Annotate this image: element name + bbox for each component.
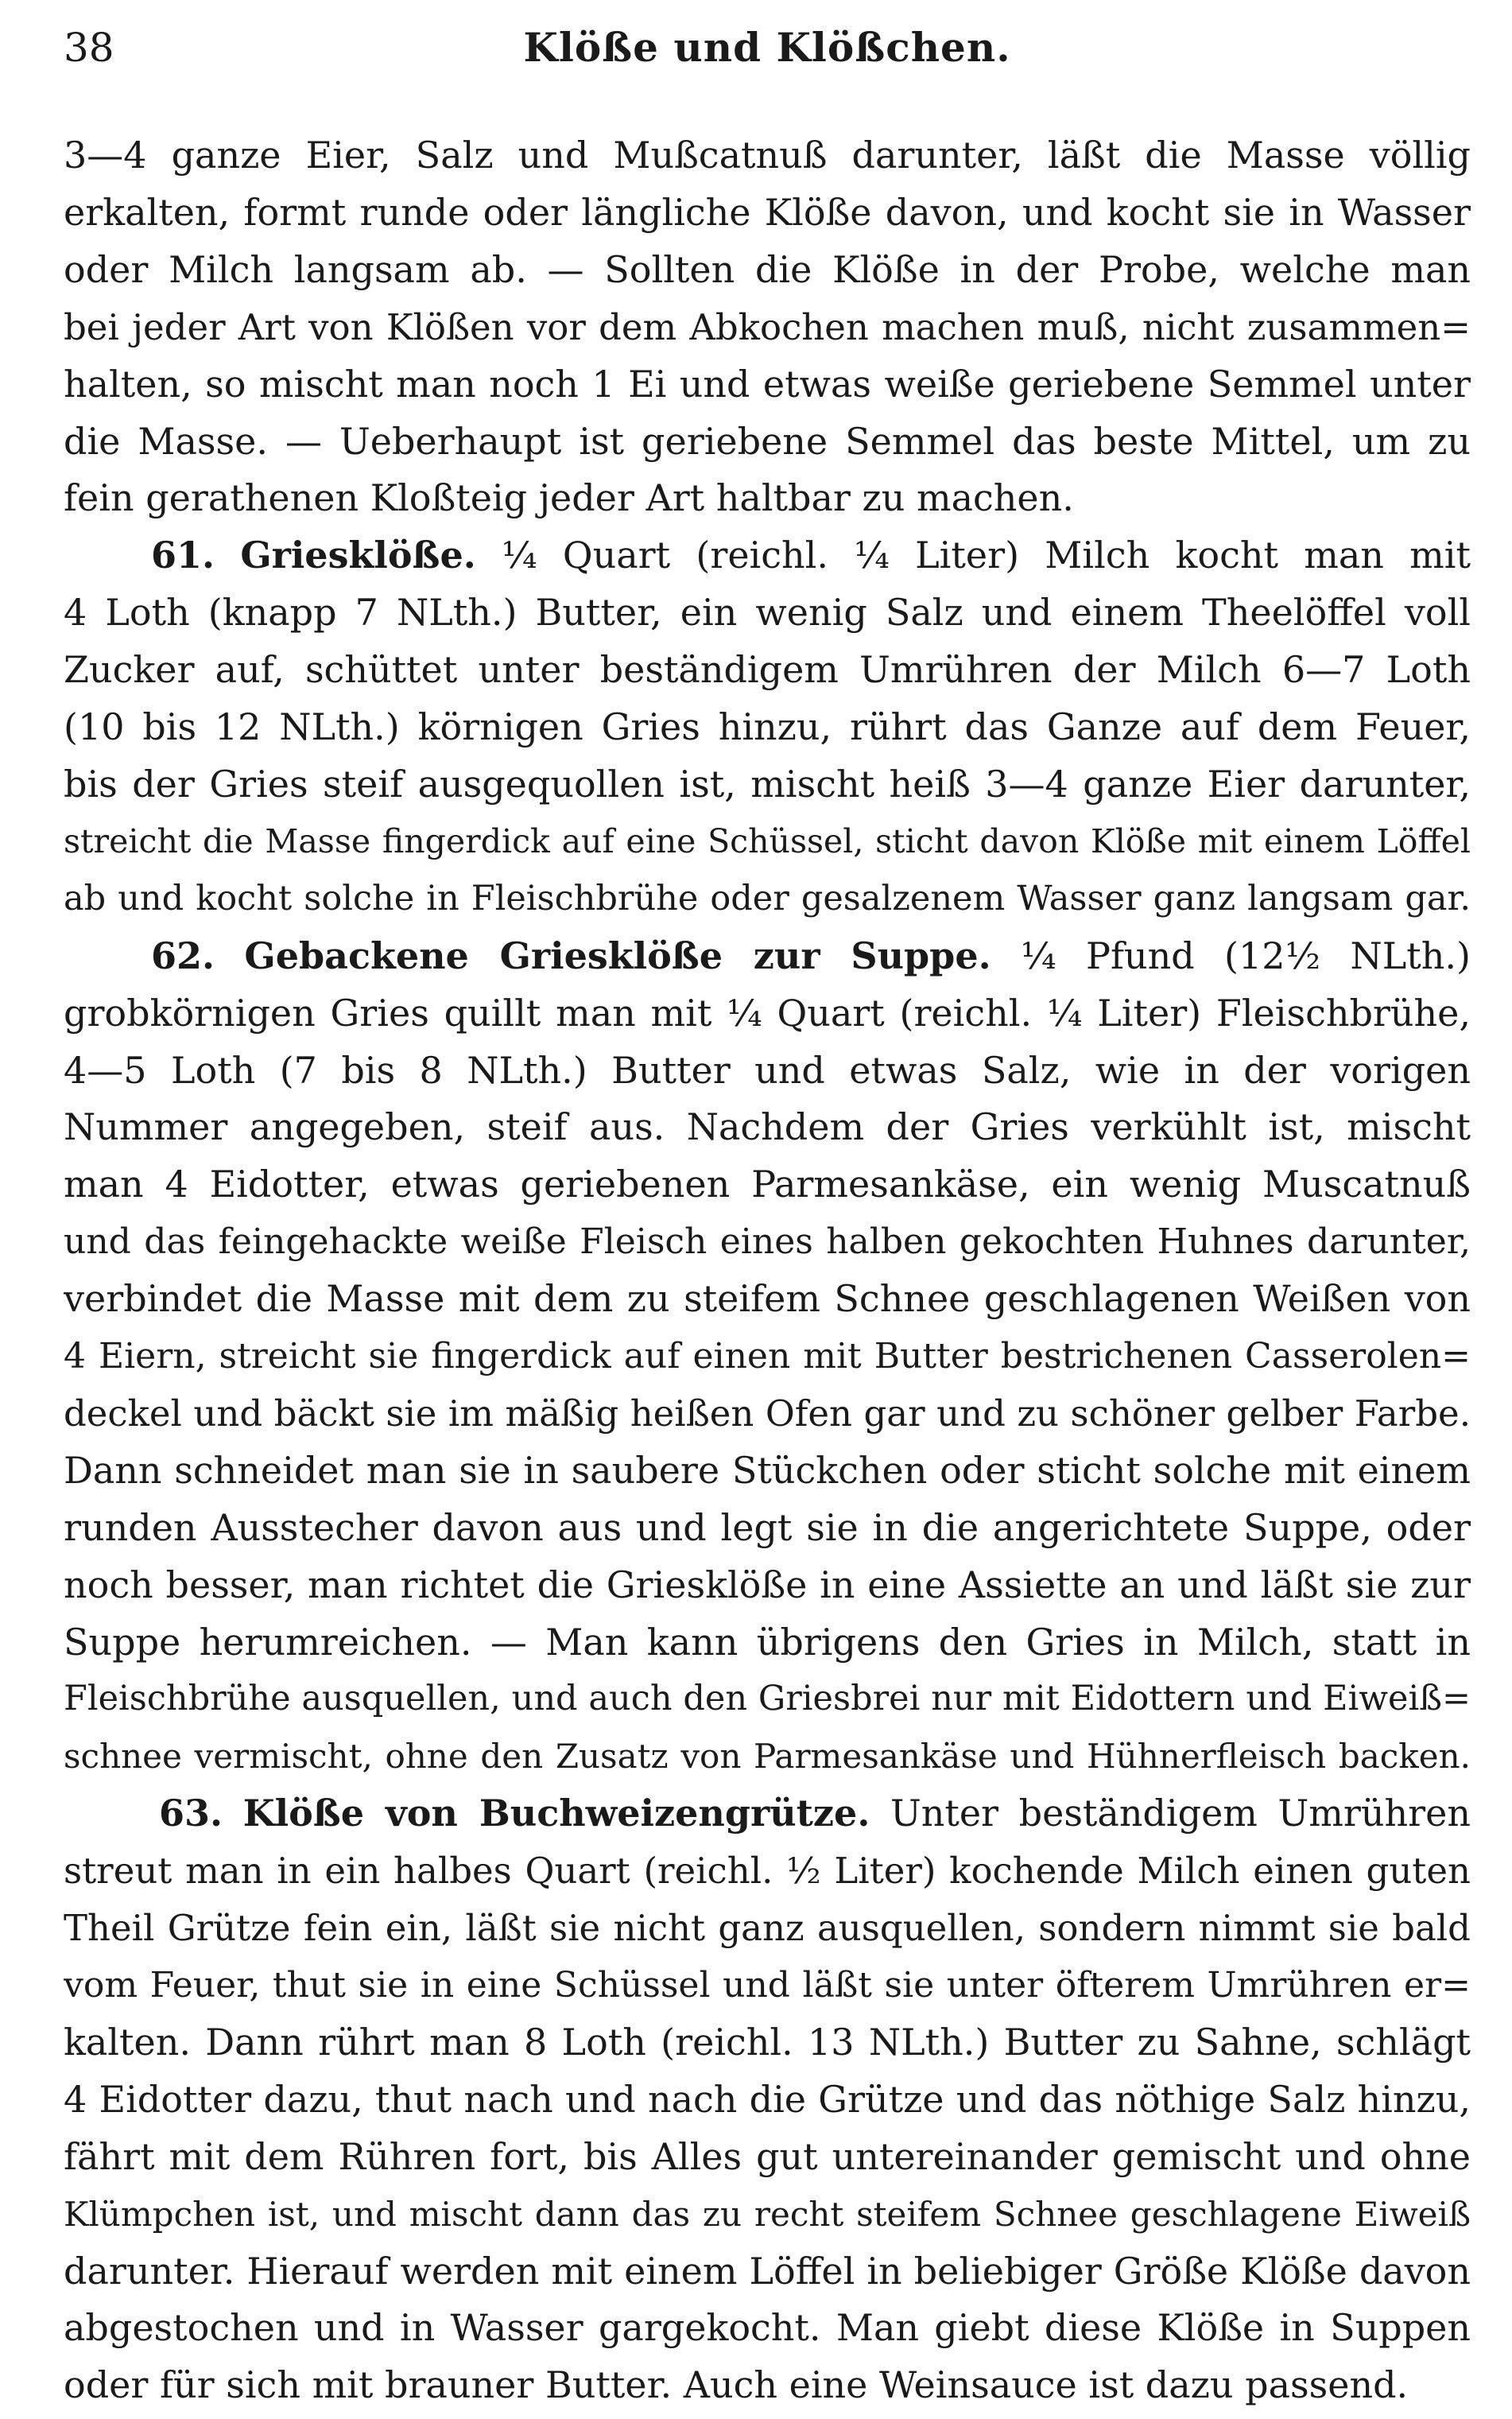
- recipe-number: 61.: [151, 534, 215, 577]
- text-line: erkalten, formt runde oder längliche Klöße davon, und kocht sie in Wasser: [64, 190, 1471, 234]
- text-line: oder für sich mit brauner Butter. Auch eine Weinsauce ist dazu passend.: [64, 2363, 1409, 2407]
- text-line: fährt mit dem Rühren fort, bis Alles gut untereinander gemischt und ohne: [64, 2134, 1471, 2178]
- text-line: vom Feuer, thut sie in eine Schüssel und läßt sie unter öfterem Umrühren er=: [64, 1965, 1471, 2005]
- page-header: [64, 0, 1471, 87]
- recipe-title: Gebackene Griesklöße zur Suppe.: [244, 934, 991, 977]
- text-line: Klümpchen ist, und mischt dann das zu recht steifem Schnee geschlagene Eiweiß: [64, 2194, 1471, 2234]
- text-line: oder Milch langsam ab. — Sollten die Klöße in der Probe, welche man: [64, 247, 1471, 291]
- text-line: abgestochen und in Wasser gargekocht. Man giebt diese Klöße in Suppen: [64, 2306, 1471, 2350]
- text-line: verbindet die Masse mit dem zu steifem Schnee geschlagenen Weißen von: [64, 1277, 1471, 1321]
- text-line: kalten. Dann rührt man 8 Loth (reichl. 13 NLth.) Butter zu Sahne, schlägt: [64, 2020, 1471, 2064]
- recipe-number: 62.: [151, 934, 215, 977]
- text-line: halten, so mischt man noch 1 Ei und etwas weiße geriebene Semmel unter: [64, 362, 1471, 406]
- recipe-62-heading: [64, 928, 1471, 985]
- text-line: deckel und bäckt sie im mäßig heißen Ofen gar und zu schöner gelber Farbe.: [64, 1392, 1471, 1435]
- text-line: 4—5 Loth (7 bis 8 NLth.) Butter und etwas Salz, wie in der vorigen: [64, 1048, 1471, 1092]
- text-line: man 4 Eidotter, etwas geriebenen Parmesankäse, ein wenig Muscatnuß: [64, 1163, 1471, 1206]
- body-text: [64, 127, 1471, 2414]
- text-line: runden Ausstecher davon aus und legt sie in die angerichtete Suppe, oder: [64, 1505, 1471, 1549]
- text-line: bis der Gries steif ausgequollen ist, mischt heiß 3—4 ganze Eier darunter,: [64, 762, 1471, 806]
- text-line: und das feingehackte weiße Fleisch eines halben gekochten Huhnes darunter,: [64, 1221, 1471, 1263]
- recipe-63-heading: [64, 1785, 1471, 1842]
- text-line: schnee vermischt, ohne den Zusatz von Parmesankäse und Hühnerfleisch backen.: [64, 1737, 1471, 1776]
- text-line: (10 bis 12 NLth.) körnigen Gries hinzu, rührt das Ganze auf dem Feuer,: [64, 705, 1471, 749]
- recipe-text: ¼ Pfund (12½ NLth.): [1021, 934, 1471, 977]
- text-line: die Masse. — Ueberhaupt ist geriebene Semmel das beste Mittel, um zu: [64, 419, 1471, 463]
- text-line: Dann schneidet man sie in saubere Stückchen oder sticht solche mit einem: [64, 1448, 1471, 1492]
- text-line: fein gerathenen Kloßteig jeder Art haltbar zu machen.: [64, 476, 1074, 520]
- text-line: bei jeder Art von Klößen vor dem Abkochen machen muß, nicht zusammen=: [64, 305, 1471, 348]
- text-line: noch besser, man richtet die Griesklöße in eine Assiette an und läßt sie zur: [64, 1563, 1471, 1606]
- recipe-title: Klöße von Buchweizengrütze.: [242, 1792, 870, 1835]
- text-line: 4 Eidotter dazu, thut nach und nach die Grütze und das nöthige Salz hinzu,: [64, 2077, 1471, 2121]
- text-line: ab und kocht solche in Fleischbrühe oder gesalzenem Wasser ganz langsam gar.: [64, 878, 1471, 918]
- text-line: Fleischbrühe ausquellen, und auch den Griesbrei nur mit Eidottern und Eiweiß=: [64, 1679, 1471, 1719]
- text-line: Suppe herumreichen. — Man kann übrigens den Gries in Milch, statt in: [64, 1620, 1471, 1664]
- text-line: streut man in ein halbes Quart (reichl. ½ Liter) kochende Milch einen guten: [64, 1850, 1471, 1893]
- recipe-title: Griesklöße.: [240, 534, 476, 577]
- text-line: streicht die Masse fingerdick auf eine Schüssel, sticht davon Klöße mit einem Löffel: [64, 821, 1471, 860]
- text-line: darunter. Hierauf werden mit einem Löffel in beliebiger Größe Klöße davon: [64, 2249, 1471, 2293]
- page-number: 38: [64, 25, 114, 71]
- recipe-text: Unter beständigem Umrühren: [890, 1792, 1471, 1835]
- running-title: Klöße und Klößchen.: [523, 24, 1011, 71]
- text-line: 3—4 ganze Eier, Salz und Mußcatnuß darunter, läßt die Masse völlig: [64, 134, 1471, 177]
- recipe-61-heading: [64, 527, 1471, 584]
- text-line: Zucker auf, schüttet unter beständigem Umrühren der Milch 6—7 Loth: [64, 648, 1471, 692]
- text-line: grobkörnigen Gries quillt man mit ¼ Quart (reichl. ¼ Liter) Fleischbrühe,: [64, 991, 1471, 1035]
- text-line: 4 Loth (knapp 7 NLth.) Butter, ein wenig Salz und einem Theelöffel voll: [64, 591, 1471, 635]
- recipe-text: ¼ Quart (reichl. ¼ Liter) Milch kocht man mit: [502, 534, 1471, 577]
- text-line: Theil Grütze fein ein, läßt sie nicht ganz ausquellen, sondern nimmt sie bald: [64, 1907, 1471, 1950]
- text-line: Nummer angegeben, steif aus. Nachdem der Gries verkühlt ist, mischt: [64, 1105, 1471, 1149]
- text-line: 4 Eiern, streicht sie fingerdick auf einen mit Butter bestrichenen Casserolen=: [64, 1336, 1471, 1377]
- recipe-number: 63.: [159, 1792, 223, 1835]
- book-page: [64, 0, 1471, 2419]
